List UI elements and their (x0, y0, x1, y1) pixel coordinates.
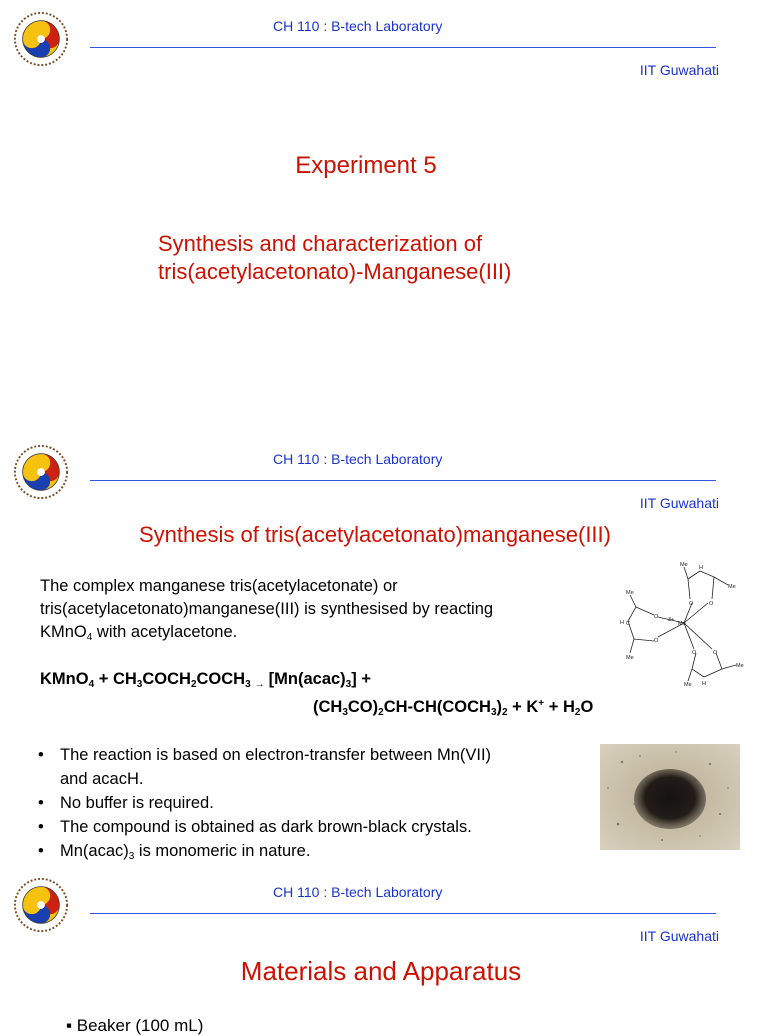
mn-acac-structure-diagram (612, 559, 754, 689)
experiment-title: Experiment 5 (295, 152, 437, 179)
slide-1 (0, 0, 768, 433)
course-header: CH 110 : B-tech Laboratory (273, 884, 443, 900)
svg-text:O: O (689, 601, 694, 607)
svg-text:O: O (654, 614, 659, 620)
subtitle-line-1: Synthesis and characterization of (158, 231, 483, 256)
reaction-arrow: → (254, 679, 265, 690)
svg-text:Me: Me (626, 590, 634, 596)
iit-guwahati-logo-icon (12, 443, 70, 501)
description-paragraph (40, 575, 580, 644)
svg-text:O: O (692, 650, 697, 656)
list-item: • $Mn(acac)_3$ is monomeric in nature. (38, 839, 578, 863)
svg-text:O: O (654, 638, 659, 644)
institute-label: IIT Guwahati (639, 495, 719, 511)
svg-text:O: O (713, 650, 718, 656)
svg-text:H: H (699, 565, 703, 571)
header-divider (90, 480, 716, 481)
institute-label: IIT Guwahati (639, 62, 719, 78)
svg-text:Me: Me (680, 562, 688, 568)
iit-guwahati-logo-icon (12, 876, 70, 934)
list-item: ▪ Beaker (100 mL) (66, 1016, 204, 1035)
bullet-icon: • (38, 794, 44, 812)
description-line: The complex manganese tris(acetylacetonate) or (40, 577, 398, 595)
list-item: • The compound is obtained as dark brown-black crystals. (38, 815, 578, 839)
institute-label: IIT Guwahati (639, 928, 719, 944)
svg-text:Mn: Mn (678, 621, 686, 627)
bullet-icon: • (38, 746, 44, 764)
list-item: • The reaction is based on electron-transfer between Mn(VII) and acacH. (38, 743, 578, 791)
svg-text:Me: Me (684, 682, 692, 688)
header-divider (90, 47, 716, 48)
facts-list (38, 743, 578, 863)
header-divider (90, 913, 716, 914)
experiment-subtitle (158, 230, 511, 286)
bullet-icon: • (38, 818, 44, 836)
svg-text:3+: 3+ (668, 617, 675, 623)
iit-guwahati-logo-icon (12, 10, 70, 68)
bullet-icon: ▪ (66, 1016, 77, 1035)
svg-text:H: H (702, 681, 706, 687)
svg-text:Me: Me (626, 655, 634, 661)
description-line: KMnO$_4$ with acetylacetone. (40, 623, 238, 643)
svg-text:Me: Me (728, 584, 736, 590)
bullet-icon: • (38, 842, 44, 860)
list-item: • No buffer is required. (38, 791, 578, 815)
svg-text:H: H (620, 620, 624, 626)
subtitle-line-2: tris(acetylacetonato)-Manganese(III) (158, 259, 512, 284)
materials-title: Materials and Apparatus (240, 956, 522, 986)
course-header: CH 110 : B-tech Laboratory (273, 451, 443, 467)
slide-2 (0, 433, 768, 866)
crystal-sample-photo (600, 744, 740, 850)
synthesis-title: Synthesis of tris(acetylacetonato)manganese(III) (138, 522, 611, 547)
reaction-equation-line-1: KMnO$_4$ + $CH_3COCH_2COCH_3$ → $[Mn(acac)_3]$ + (40, 670, 371, 690)
reaction-equation-line-2: $(CH_3CO)_2CH-CH(COCH_3)_2 + K^+ + H_2O$ (313, 698, 594, 718)
svg-text:Me: Me (736, 663, 744, 669)
svg-text:O: O (709, 601, 714, 607)
course-header: CH 110 : B-tech Laboratory (273, 18, 443, 34)
slide-3 (0, 866, 768, 1035)
description-line: tris(acetylacetonato)manganese(III) is synthesised by reacting (40, 600, 494, 618)
svg-text:C: C (626, 621, 630, 627)
